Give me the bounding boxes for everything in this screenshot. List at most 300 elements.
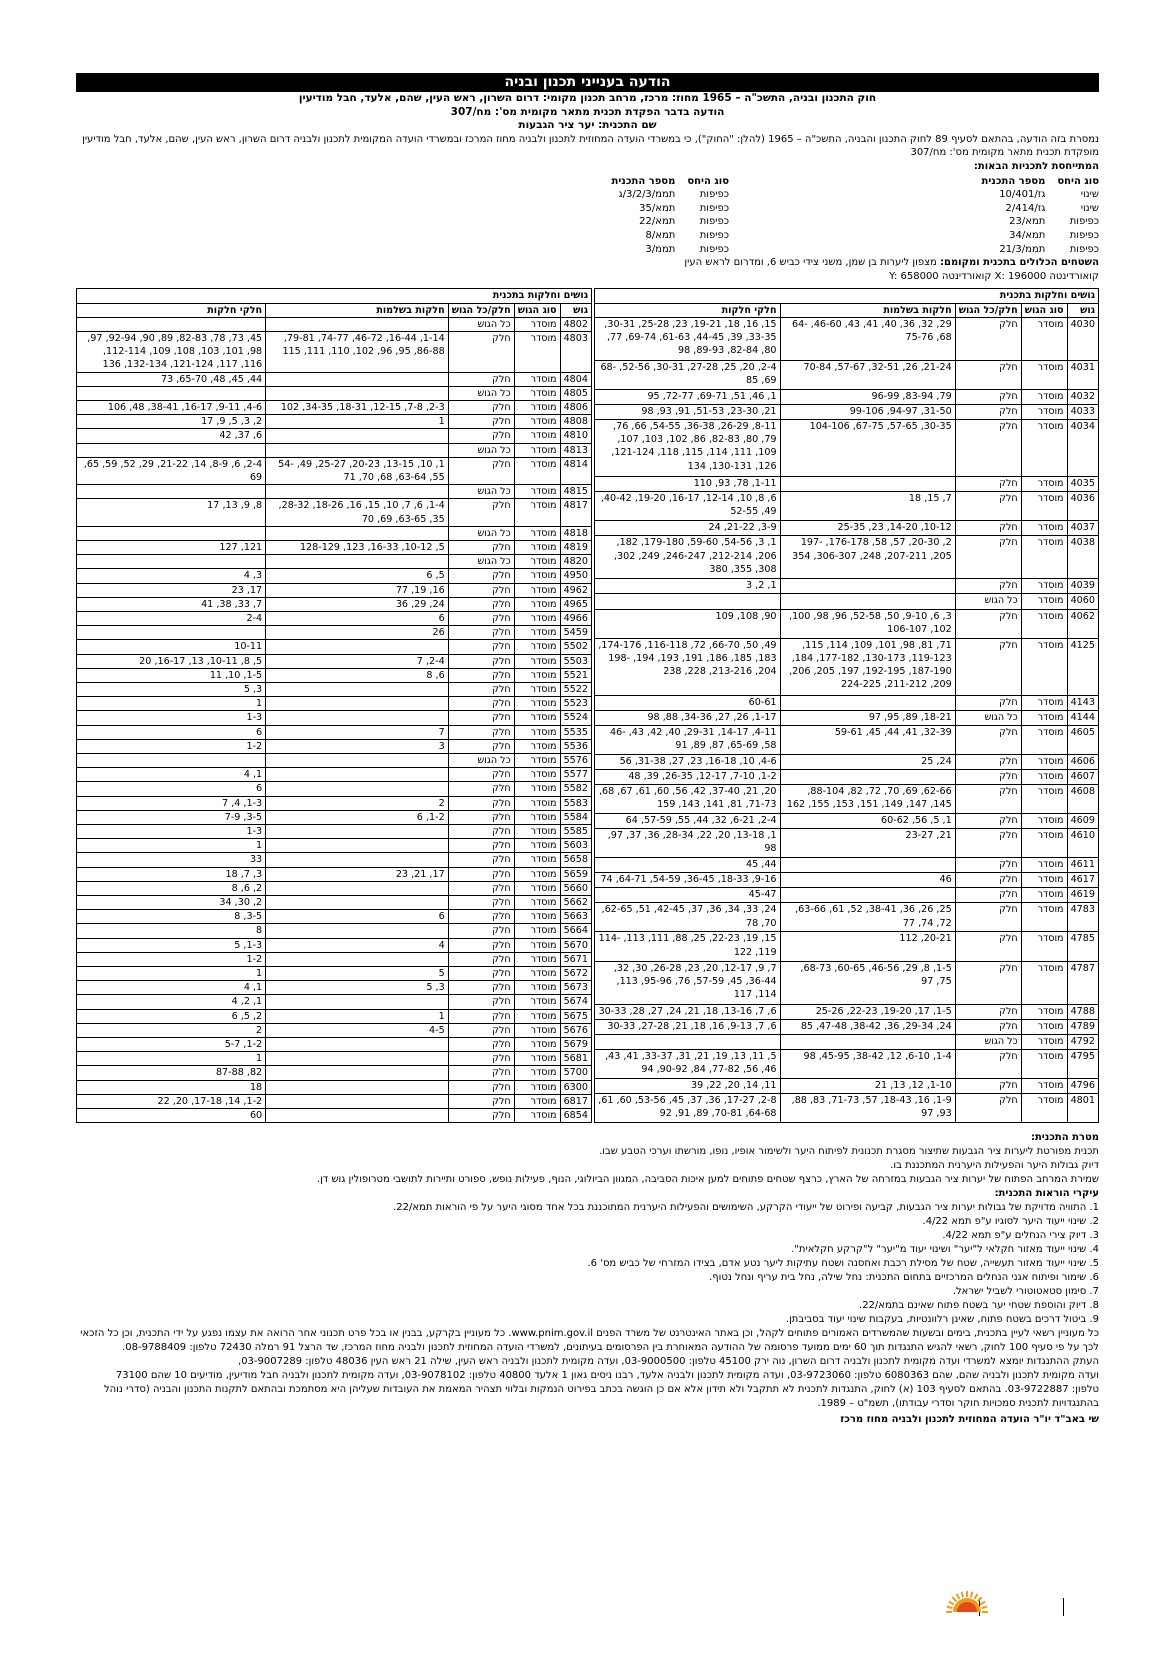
logo-ray: [975, 1594, 978, 1599]
relation-type: כפיפות: [1069, 243, 1099, 255]
block-type: מוסדר: [514, 429, 560, 443]
table-row: [595, 420, 1099, 477]
block-number: 4819: [560, 540, 591, 554]
partial-parcels: 1: [77, 1052, 266, 1066]
full-parcels: 24, 29, 36: [266, 597, 449, 611]
notice-line: טלפון: 03-9722887. בהתאם לסעיף 103 (א) לחוק, התנגדות לתכנית לא תתקבל ולא תידון אלא אם כן הוגשה בכתב בפירוט הנמקות ובלווי תצהיר המאמת את העובדות שעליהן היא מסתמכת ובהתאם לתקנות התכנון והבניה (סדרי נוהל בהתנגדויות לתכנית סמכויות חוקר וסדרי עבודתו), תשמ"ט – 1989.: [103, 1384, 1099, 1410]
block-type: מוסדר: [514, 967, 560, 981]
part-or-whole: חלק: [448, 499, 514, 526]
block-number: 4036: [1067, 492, 1098, 521]
part-or-whole: חלק: [955, 829, 1021, 858]
partial-parcels: 45, 73, 78, 82-83, 89, 90, 92-94, 97, 98, 101, 103, 108, 109, 112-114, 116, 117, 121-124, 132-134, 136: [77, 331, 266, 372]
partial-parcels: 1, 2, 3: [595, 579, 781, 594]
block-number: 4031: [1067, 360, 1098, 389]
partial-parcels: 1-2, 7-10, 12-17, 26-35, 39, 48: [595, 769, 781, 784]
table-row: [77, 457, 592, 484]
block-number: 4818: [560, 526, 591, 540]
block-type: מוסדר: [514, 697, 560, 711]
block-type: מוסדר: [514, 853, 560, 867]
full-parcels: 6, 8: [266, 668, 449, 682]
partial-parcels: 33: [77, 853, 266, 867]
table-row: [77, 372, 592, 386]
goal-line: דיוק גבולות היער והפעילות היערנית המתכננת בו.: [890, 1160, 1099, 1172]
partial-parcels: [77, 555, 266, 569]
part-or-whole: חלק: [955, 754, 1021, 769]
full-parcels: 1: [266, 415, 449, 429]
partial-parcels: 1-17, 26, 27, 34-36, 88, 98: [595, 710, 781, 725]
full-parcels: [266, 782, 449, 796]
block-number: 4950: [560, 569, 591, 583]
main-line: 5. שינוי ייעוד מאזור תעשייה, שטח של מסילת רכבת ואחסנה ושטח עתיקות ליער נטע אדם, בצידו המזרחי של כביש מס' 6.: [587, 1258, 1099, 1270]
part-or-whole: כל הגוש: [448, 485, 514, 499]
table-row: [77, 881, 592, 895]
block-number: 4039: [1067, 579, 1098, 594]
block-type: מוסדר: [514, 415, 560, 429]
partial-parcels: 1-2: [77, 952, 266, 966]
header-line-2: הודעה בדבר הפקדת תכנית מתאר מקומית מס': מח/307: [450, 105, 725, 118]
partial-parcels: 49, 50, 66-70, 72, 116-118, 174-176, 183, 185, 186, 191, 193, 194, 198-204, 213-216, 228, 238: [595, 638, 781, 695]
full-parcels: [266, 1038, 449, 1052]
full-parcels: [266, 881, 449, 895]
table-row: [77, 1052, 592, 1066]
full-parcels: 1-4, 6, 7, 10, 15, 16, 18-26, 28-32, 35, 63-65, 69, 70: [266, 499, 449, 526]
part-or-whole: חלק: [448, 739, 514, 753]
col-header-full-parcels: חלקות בשלמות: [266, 303, 449, 317]
block-type: מוסדר: [514, 372, 560, 386]
block-type: מוסדר: [514, 910, 560, 924]
block-number: 4803: [560, 331, 591, 372]
block-number: 4619: [1067, 888, 1098, 903]
part-or-whole: חלק: [955, 695, 1021, 710]
table-row: [595, 932, 1099, 961]
part-or-whole: חלק: [448, 938, 514, 952]
table-row: [595, 521, 1099, 536]
table-row: [77, 896, 592, 910]
relation-type: שינוי: [1080, 202, 1099, 214]
part-or-whole: חלק: [955, 420, 1021, 477]
notice-title: הודעה בענייני תכנון ובניה: [76, 73, 1099, 92]
partial-parcels: 6, 7, 13-16, 18, 21, 24, 27, 28, 30-33: [595, 1004, 781, 1019]
col-header-part-whole: חלק/כל הגוש: [955, 303, 1021, 317]
partial-parcels: 17, 23: [77, 583, 266, 597]
block-number: 4609: [1067, 814, 1098, 829]
table-row: [77, 1066, 592, 1080]
block-number: 4808: [560, 415, 591, 429]
block-type: מוסדר: [1021, 858, 1067, 873]
partial-parcels: 15, 16, 18, 19-21, 23, 25-28, 30-31, 33-35, 39, 44-45, 61-63, 69-74, 77, 80, 82-84, 89-93, 98: [595, 317, 781, 360]
partial-parcels: 2-4, 6, 8-9, 14, 21-22, 29, 52, 59, 65, 69: [77, 457, 266, 484]
table-row: [77, 485, 592, 499]
related-plan-row: [970, 202, 1099, 216]
partial-parcels: [77, 443, 266, 457]
goal-line: שמירת המרחב הפתוח של יערות ציר הגבעות במזרחה של הארץ, כרצף שטחים פתוחים למען איכות הסביבה, המגוון הביולוגי, הנוף, פעילות נופש, ספורט ותיירות לתושבי מטרופולין גוש דן.: [316, 1174, 1099, 1186]
block-type: מוסדר: [514, 711, 560, 725]
full-parcels: 62-66, 69, 70, 72, 82, 88-104, 145, 147, 149, 151, 153, 155, 162: [780, 785, 955, 814]
partial-parcels: 1-2, 14, 17-18, 20, 22: [77, 1094, 266, 1108]
block-type: מוסדר: [514, 386, 560, 400]
related-title: המתייחסת לתכניות הבאות:: [973, 160, 1099, 172]
partial-parcels: 121, 127: [77, 540, 266, 554]
block-type: מוסדר: [514, 654, 560, 668]
areas-label: השטחים הכלולים בתכנית ומקומם:: [939, 257, 1099, 269]
block-type: מוסדר: [514, 485, 560, 499]
full-parcels: 21-24, 26, 32-51, 57-67, 70-84: [780, 360, 955, 389]
full-parcels: 79, 83-94, 96-99: [780, 389, 955, 404]
goal-title: מטרת התכנית:: [1030, 1132, 1099, 1144]
col-header-block: גוש: [560, 303, 591, 317]
block-type: מוסדר: [1021, 1004, 1067, 1019]
partial-parcels: 20, 21, 37-40, 42, 56, 60, 61, 67, 68, 71-73, 81, 141, 143, 159: [595, 785, 781, 814]
partial-parcels: 1, 2, 4: [77, 995, 266, 1009]
part-or-whole: חלק: [955, 1093, 1021, 1122]
full-parcels: 3, 6, 9-10, 50, 52-58, 96, 98, 100, 102, 106-107: [780, 609, 955, 638]
block-type: מוסדר: [1021, 888, 1067, 903]
table-row: [595, 1004, 1099, 1019]
block-number: 5700: [560, 1066, 591, 1080]
relation-type: כפיפות: [699, 189, 729, 201]
col-header-block-type: סוג הגוש: [1021, 303, 1067, 317]
block-number: 5536: [560, 739, 591, 753]
part-or-whole: חלק: [955, 579, 1021, 594]
full-parcels: 2: [266, 796, 449, 810]
relation-type: כפיפות: [699, 229, 729, 241]
part-or-whole: חלק: [448, 611, 514, 625]
part-or-whole: חלק: [955, 932, 1021, 961]
part-or-whole: חלק: [448, 867, 514, 881]
block-type: מוסדר: [514, 825, 560, 839]
block-number: 5585: [560, 825, 591, 839]
full-parcels: 5, 6: [266, 569, 449, 583]
block-number: 5659: [560, 867, 591, 881]
full-parcels: [780, 477, 955, 492]
part-or-whole: חלק: [955, 1078, 1021, 1093]
part-or-whole: חלק: [448, 1023, 514, 1037]
part-or-whole: חלק: [448, 626, 514, 640]
table-row: [595, 492, 1099, 521]
part-or-whole: חלק: [448, 825, 514, 839]
block-number: 4606: [1067, 754, 1098, 769]
main-line: 3. דיוק צירי הנחלים ע"פ תמא 4/22.: [942, 1230, 1099, 1242]
part-or-whole: חלק: [448, 400, 514, 414]
block-number: 5584: [560, 810, 591, 824]
partial-parcels: 1: [77, 839, 266, 853]
table-row: [595, 695, 1099, 710]
part-or-whole: כל הגוש: [448, 555, 514, 569]
relation-type: כפיפות: [699, 243, 729, 255]
partial-parcels: 1, 4: [77, 981, 266, 995]
full-parcels: 24, 29-34, 36, 38-42, 47-48, 85: [780, 1019, 955, 1034]
rel-header-plan: מספר התכנית: [981, 175, 1046, 187]
logo-ray: [949, 1602, 954, 1605]
table-row: [595, 903, 1099, 932]
block-number: 5670: [560, 938, 591, 952]
partial-parcels: 18: [77, 1080, 266, 1094]
related-right-col: [874, 175, 1099, 257]
block-type: מוסדר: [1021, 420, 1067, 477]
table-section-title: גושים וחלקות בתכנית: [595, 289, 1099, 303]
block-type: מוסדר: [1021, 521, 1067, 536]
parcel-table-right: [594, 288, 1099, 1123]
block-type: מוסדר: [1021, 477, 1067, 492]
partial-parcels: 21, 23-30, 51-53, 91, 93, 98: [595, 404, 781, 419]
block-number: 5603: [560, 839, 591, 853]
block-type: מוסדר: [514, 540, 560, 554]
table-row: [77, 429, 592, 443]
partial-parcels: 1, 4: [77, 768, 266, 782]
full-parcels: 2-4, 7: [266, 654, 449, 668]
block-type: מוסדר: [514, 1052, 560, 1066]
full-parcels: 26: [266, 626, 449, 640]
full-parcels: [266, 372, 449, 386]
parcel-table-left: [76, 288, 592, 1123]
plan-number: תמא/23: [1009, 216, 1046, 228]
block-number: 6817: [560, 1094, 591, 1108]
main-line: 7. סימון סטאטוטורי לשביל ישראל.: [952, 1286, 1099, 1298]
part-or-whole: חלק: [955, 1019, 1021, 1034]
full-parcels: [266, 317, 449, 331]
part-or-whole: חלק: [448, 640, 514, 654]
partial-parcels: 4-6, 9-11, 16-17, 38-41, 48, 106: [77, 400, 266, 414]
plan-number: תמא/8: [645, 229, 676, 241]
part-or-whole: חלק: [448, 331, 514, 372]
table-row: [77, 810, 592, 824]
block-type: מוסדר: [1021, 404, 1067, 419]
block-number: 6300: [560, 1080, 591, 1094]
areas-line: [76, 256, 1099, 270]
col-header-partial-parcels: חלקי חלקות: [77, 303, 266, 317]
block-number: 4966: [560, 611, 591, 625]
table-row: [77, 1080, 592, 1094]
table-row: [77, 317, 592, 331]
relation-type: כפיפות: [1069, 229, 1099, 241]
full-parcels: 7: [266, 725, 449, 739]
block-number: 5660: [560, 881, 591, 895]
relation-type: שינוי: [1080, 189, 1099, 201]
table-row: [595, 754, 1099, 769]
plan-number: תמא/22: [639, 216, 676, 228]
full-parcels: 1, 10, 13-15, 20-23, 25-27, 49, 54-55, 63-64, 68, 70, 71: [266, 457, 449, 484]
related-plan-row: [600, 229, 729, 243]
block-type: מוסדר: [514, 668, 560, 682]
table-row: [595, 814, 1099, 829]
part-or-whole: חלק: [448, 583, 514, 597]
table-row: [595, 579, 1099, 594]
part-or-whole: חלק: [448, 768, 514, 782]
partial-parcels: 1-5, 10, 11: [77, 668, 266, 682]
main-line: 6. שימור ופיתוח אגני הנחלים המרכזיים בתחום התכנית: נחל שילה, נחל בית עריף ונחל נטוף.: [709, 1272, 1099, 1284]
table-row: [595, 536, 1099, 579]
partial-parcels: 6, 37, 42: [77, 429, 266, 443]
block-number: 5673: [560, 981, 591, 995]
full-parcels: 1-5, 17, 19-20, 22-23, 25-26: [780, 1004, 955, 1019]
part-or-whole: חלק: [955, 404, 1021, 419]
part-or-whole: חלק: [448, 1009, 514, 1023]
full-parcels: 7, 15, 18: [780, 492, 955, 521]
block-number: 4806: [560, 400, 591, 414]
block-number: 4144: [1067, 710, 1098, 725]
part-or-whole: חלק: [448, 569, 514, 583]
full-parcels: [780, 858, 955, 873]
table-row: [595, 1019, 1099, 1034]
block-number: 4032: [1067, 389, 1098, 404]
table-row: [77, 768, 592, 782]
related-plan-row: [600, 215, 729, 229]
block-type: מוסדר: [514, 569, 560, 583]
block-type: מוסדר: [514, 796, 560, 810]
table-row: [77, 443, 592, 457]
full-parcels: 29, 32, 36, 40, 41, 43, 46-60, 64-68, 75-76: [780, 317, 955, 360]
block-number: 5522: [560, 683, 591, 697]
table-row: [595, 888, 1099, 903]
coordinates: קואורדינטה X: 196000 קואורדינטה Y: 658000: [889, 270, 1099, 282]
part-or-whole: חלק: [955, 638, 1021, 695]
block-number: 5658: [560, 853, 591, 867]
related-plan-row: [970, 215, 1099, 229]
full-parcels: [266, 386, 449, 400]
signature: שי באב"ד יו"ר הועדה המחוזית לתכנון ולבניה מחוז מרכז: [840, 1414, 1099, 1426]
block-type: מוסדר: [1021, 609, 1067, 638]
partial-parcels: 82, 87-88: [77, 1066, 266, 1080]
table-row: [595, 1078, 1099, 1093]
partial-parcels: 6: [77, 725, 266, 739]
part-or-whole: חלק: [955, 477, 1021, 492]
part-or-whole: חלק: [448, 1109, 514, 1123]
part-or-whole: חלק: [448, 1038, 514, 1052]
block-type: מוסדר: [1021, 579, 1067, 594]
rel-header-plan: מספר התכנית: [611, 175, 676, 187]
block-type: מוסדר: [1021, 317, 1067, 360]
block-type: מוסדר: [514, 1023, 560, 1037]
block-number: 4605: [1067, 725, 1098, 754]
full-parcels: [266, 683, 449, 697]
part-or-whole: כל הגוש: [448, 443, 514, 457]
part-or-whole: חלק: [448, 910, 514, 924]
block-number: 4608: [1067, 785, 1098, 814]
block-type: מוסדר: [514, 1109, 560, 1123]
block-type: מוסדר: [514, 317, 560, 331]
block-number: 5681: [560, 1052, 591, 1066]
partial-parcels: [77, 386, 266, 400]
full-parcels: 1-2, 6: [266, 810, 449, 824]
partial-parcels: 3-5, 7-9: [77, 810, 266, 824]
block-type: מוסדר: [514, 725, 560, 739]
table-row: [77, 924, 592, 938]
table-row: [77, 1009, 592, 1023]
plan-number: תמא/35: [639, 202, 676, 214]
table-row: [77, 995, 592, 1009]
full-parcels: [266, 711, 449, 725]
table-row: [77, 754, 592, 768]
full-parcels: [266, 1109, 449, 1123]
table-row: [595, 873, 1099, 888]
block-type: מוסדר: [514, 640, 560, 654]
table-row: [77, 555, 592, 569]
table-row: [595, 317, 1099, 360]
partial-parcels: 90, 108, 109: [595, 609, 781, 638]
partial-parcels: [77, 317, 266, 331]
block-number: 4033: [1067, 404, 1098, 419]
col-header-block-type: סוג הגוש: [514, 303, 560, 317]
notice-line: העתק ההתנגדות יומצא למשרדי ועדה מקומית לתכנון ולבניה דרום השרון, נוה ירק 45100 טלפון: 03-9000500, ועדה מקומית לתכנון ולבניה ראש העין, שילה 21 ראש העין 48036 טלפון: 03-9007289,: [238, 1356, 1099, 1368]
block-number: 4802: [560, 317, 591, 331]
part-or-whole: כל הגוש: [955, 710, 1021, 725]
block-type: מוסדר: [1021, 754, 1067, 769]
table-row: [595, 710, 1099, 725]
table-row: [77, 839, 592, 853]
partial-parcels: 3, 5: [77, 683, 266, 697]
part-or-whole: חלק: [448, 429, 514, 443]
areas-text: מצפון ליערות בן שמן, משני צידי כביש 6, ומדרום לראש העין: [684, 257, 937, 269]
block-number: 4030: [1067, 317, 1098, 360]
partial-parcels: 2: [77, 1023, 266, 1037]
part-or-whole: חלק: [448, 796, 514, 810]
related-plan-row: [970, 243, 1099, 257]
table-row: [77, 981, 592, 995]
full-parcels: [266, 443, 449, 457]
full-parcels: 1-10, 12, 13, 21: [780, 1078, 955, 1093]
full-parcels: 2-3, 7-8, 12-15, 18-31, 34-35, 102: [266, 400, 449, 414]
part-or-whole: חלק: [448, 711, 514, 725]
partial-parcels: 1, 46, 51, 69-71, 72-77, 95: [595, 389, 781, 404]
part-or-whole: חלק: [448, 597, 514, 611]
block-number: 4035: [1067, 477, 1098, 492]
table-row: [77, 654, 592, 668]
block-number: 5521: [560, 668, 591, 682]
block-type: מוסדר: [1021, 903, 1067, 932]
intro-paragraph: נמסרת בזה הודעה, בהתאם לסעיף 89 לחוק התכנון והבניה, התשכ"ה – 1965 (להלן: "החוק"), כי במשרדי הועדה המחוזית לתכנון ולבניה מחוז המרכז ובמשרדי הועדה המקומית לתכנון ולבניה דרום השרון, ראש העין, שהם, אלעד, חבל מודיעין מופקדת תכנית מתאר מקומית מס': מח/307: [82, 133, 1099, 159]
table-row: [77, 1094, 592, 1108]
table-row: [77, 796, 592, 810]
full-parcels: 30-35, 57-65, 67-75, 104-106: [780, 420, 955, 477]
table-row: [595, 725, 1099, 754]
full-parcels: [266, 1066, 449, 1080]
table-row: [77, 526, 592, 540]
part-or-whole: חלק: [955, 961, 1021, 1004]
block-type: מוסדר: [514, 457, 560, 484]
block-type: מוסדר: [514, 782, 560, 796]
table-row: [595, 389, 1099, 404]
part-or-whole: חלק: [448, 896, 514, 910]
part-or-whole: חלק: [448, 881, 514, 895]
block-number: 5674: [560, 995, 591, 1009]
part-or-whole: חלק: [955, 521, 1021, 536]
block-type: מוסדר: [514, 499, 560, 526]
full-parcels: [780, 594, 955, 609]
main-line: 1. התוויה מדויקת של גבולות יערות ציר הגבעות, קביעה ופירוט של ייעודי הקרקע, השימושים והפעילות היערנית המתוכננת בכל אחד מסוגי היער על פי הוראות תמא/22.: [393, 1202, 1099, 1214]
relation-type: כפיפות: [699, 216, 729, 228]
block-number: 4034: [1067, 420, 1098, 477]
block-type: מוסדר: [1021, 829, 1067, 858]
block-number: 4814: [560, 457, 591, 484]
block-number: 4787: [1067, 961, 1098, 1004]
block-number: 6854: [560, 1109, 591, 1123]
full-parcels: 17, 21, 23: [266, 867, 449, 881]
partial-parcels: 24, 33, 34, 36, 37, 42-45, 51, 62-65, 70, 78: [595, 903, 781, 932]
block-number: 4038: [1067, 536, 1098, 579]
col-header-partial-parcels: חלקי חלקות: [595, 303, 781, 317]
block-type: מוסדר: [1021, 1019, 1067, 1034]
block-type: מוסדר: [514, 1080, 560, 1094]
part-or-whole: כל הגוש: [448, 754, 514, 768]
partial-parcels: 1-3, 5: [77, 938, 266, 952]
block-number: 5524: [560, 711, 591, 725]
logo-ray: [978, 1597, 982, 1601]
partial-parcels: 15, 19, 22-23, 25, 88, 111, 113, 114-119, 122: [595, 932, 781, 961]
table-row: [77, 583, 592, 597]
part-or-whole: כל הגוש: [448, 386, 514, 400]
table-row: [77, 938, 592, 952]
partial-parcels: 60-61: [595, 695, 781, 710]
